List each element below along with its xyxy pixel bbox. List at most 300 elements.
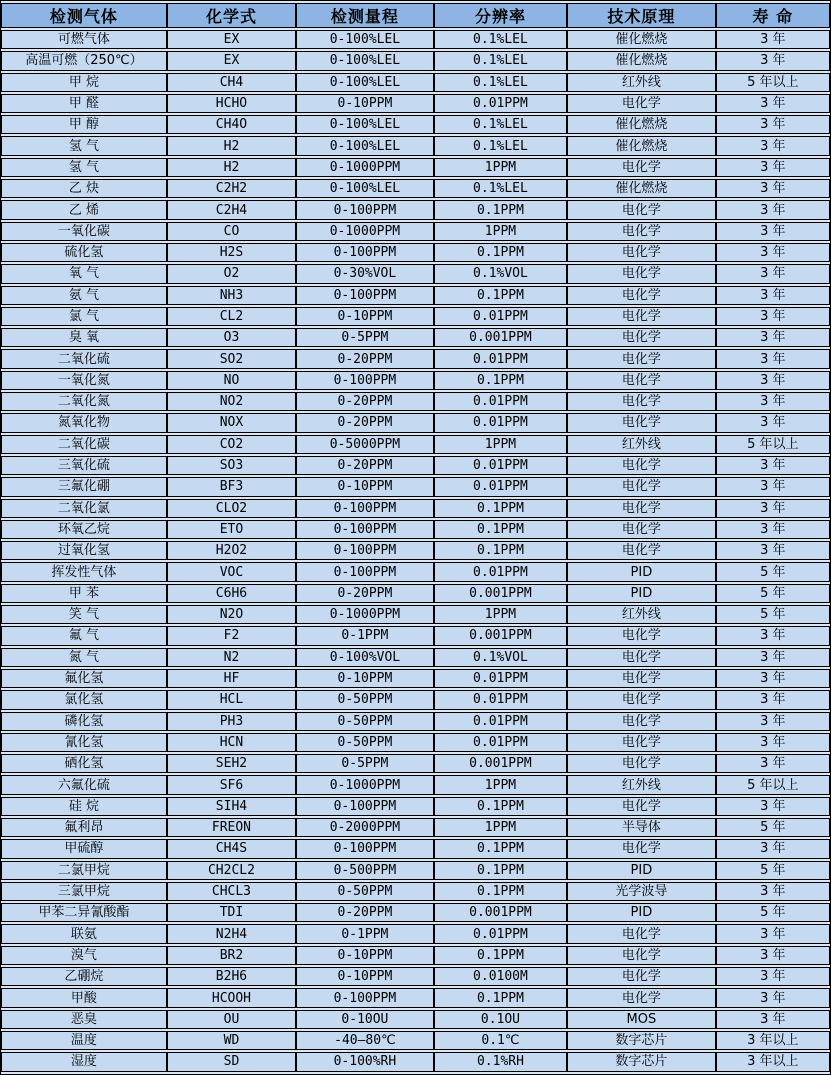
- cell-lifespan: 5 年: [716, 903, 830, 922]
- header-row: [1, 3, 830, 28]
- cell-principle: 电化学: [567, 520, 715, 539]
- cell-lifespan: 3 年: [716, 712, 830, 731]
- cell-lifespan: 5 年: [716, 818, 830, 837]
- table-body: [1, 30, 830, 1072]
- cell-gas: 过氧化氢: [1, 541, 167, 560]
- table-row: [1, 775, 830, 794]
- cell-lifespan: 3 年: [716, 51, 830, 70]
- cell-formula: N2: [167, 648, 296, 667]
- cell-formula: HCN: [167, 733, 296, 752]
- cell-principle: 电化学: [567, 733, 715, 752]
- cell-range: 0-500PPM: [296, 861, 434, 880]
- table-row: [1, 243, 830, 262]
- cell-principle: 电化学: [567, 669, 715, 688]
- cell-principle: 催化燃烧: [567, 115, 715, 134]
- cell-resolution: 0.01PPM: [434, 413, 567, 432]
- cell-gas: 高温可燃（250℃）: [1, 51, 167, 70]
- cell-range: 0-10PPM: [296, 94, 434, 113]
- cell-gas: 硅 烷: [1, 797, 167, 816]
- cell-lifespan: 3 年: [716, 243, 830, 262]
- cell-range: 0-100PPM: [296, 520, 434, 539]
- cell-gas: 湿度: [1, 1052, 167, 1071]
- table-row: [1, 371, 830, 390]
- cell-principle: 电化学: [567, 946, 715, 965]
- table-row: [1, 797, 830, 816]
- cell-formula: NO2: [167, 392, 296, 411]
- cell-principle: 电化学: [567, 477, 715, 496]
- cell-range: 0-1000PPM: [296, 775, 434, 794]
- cell-formula: CO: [167, 222, 296, 241]
- cell-range: 0-100PPM: [296, 243, 434, 262]
- cell-gas: 三氯甲烷: [1, 882, 167, 901]
- cell-gas: 甲酸: [1, 988, 167, 1007]
- table-row: [1, 286, 830, 305]
- table-row: [1, 499, 830, 518]
- cell-lifespan: 5 年以上: [716, 775, 830, 794]
- table-row: [1, 94, 830, 113]
- cell-lifespan: 3 年: [716, 626, 830, 645]
- cell-resolution: 0.001PPM: [434, 754, 567, 773]
- cell-lifespan: 3 年: [716, 264, 830, 283]
- cell-principle: 电化学: [567, 626, 715, 645]
- cell-formula: CO2: [167, 435, 296, 454]
- cell-formula: CLO2: [167, 499, 296, 518]
- cell-range: 0-2000PPM: [296, 818, 434, 837]
- cell-lifespan: 3 年: [716, 988, 830, 1007]
- cell-principle: 电化学: [567, 839, 715, 858]
- table-row: [1, 200, 830, 219]
- cell-formula: N2H4: [167, 924, 296, 943]
- cell-gas: 乙 炔: [1, 179, 167, 198]
- cell-gas: 甲 醇: [1, 115, 167, 134]
- cell-lifespan: 3 年: [716, 669, 830, 688]
- cell-lifespan: 3 年: [716, 136, 830, 155]
- table-row: [1, 520, 830, 539]
- cell-resolution: 0.01PPM: [434, 712, 567, 731]
- cell-resolution: 0.1PPM: [434, 243, 567, 262]
- cell-range: 0-1000PPM: [296, 605, 434, 624]
- cell-range: 0-50PPM: [296, 712, 434, 731]
- cell-lifespan: 3 年: [716, 371, 830, 390]
- cell-range: 0-20PPM: [296, 584, 434, 603]
- cell-principle: 电化学: [567, 456, 715, 475]
- cell-formula: VOC: [167, 562, 296, 581]
- cell-resolution: 1PPM: [434, 775, 567, 794]
- cell-resolution: 0.1OU: [434, 1010, 567, 1029]
- cell-principle: MOS: [567, 1010, 715, 1029]
- cell-lifespan: 5 年: [716, 562, 830, 581]
- cell-lifespan: 3 年: [716, 946, 830, 965]
- cell-range: 0-100PPM: [296, 797, 434, 816]
- cell-resolution: 0.1PPM: [434, 371, 567, 390]
- cell-principle: 电化学: [567, 413, 715, 432]
- cell-principle: 红外线: [567, 775, 715, 794]
- cell-formula: SIH4: [167, 797, 296, 816]
- cell-principle: 电化学: [567, 328, 715, 347]
- cell-resolution: 0.1℃: [434, 1031, 567, 1050]
- cell-lifespan: 5 年以上: [716, 73, 830, 92]
- cell-principle: 电化学: [567, 967, 715, 986]
- cell-formula: SEH2: [167, 754, 296, 773]
- cell-lifespan: 3 年: [716, 286, 830, 305]
- cell-lifespan: 5 年以上: [716, 435, 830, 454]
- cell-principle: 电化学: [567, 371, 715, 390]
- cell-principle: PID: [567, 584, 715, 603]
- cell-lifespan: 3 年: [716, 413, 830, 432]
- cell-principle: 数字芯片: [567, 1031, 715, 1050]
- cell-lifespan: 3 年: [716, 754, 830, 773]
- cell-lifespan: 3 年: [716, 797, 830, 816]
- cell-resolution: 0.1PPM: [434, 499, 567, 518]
- column-header-range: 检测量程: [296, 3, 434, 28]
- cell-resolution: 0.1PPM: [434, 946, 567, 965]
- cell-formula: SF6: [167, 775, 296, 794]
- cell-lifespan: 3 年: [716, 690, 830, 709]
- cell-range: 0-100%LEL: [296, 51, 434, 70]
- table-row: [1, 413, 830, 432]
- cell-resolution: 0.1PPM: [434, 520, 567, 539]
- cell-range: 0-50PPM: [296, 882, 434, 901]
- cell-formula: SO2: [167, 349, 296, 368]
- cell-lifespan: 3 年: [716, 94, 830, 113]
- table-row: [1, 839, 830, 858]
- cell-range: 0-20PPM: [296, 392, 434, 411]
- table-row: [1, 988, 830, 1007]
- cell-range: 0-10PPM: [296, 946, 434, 965]
- cell-lifespan: 3 年: [716, 541, 830, 560]
- cell-lifespan: 3 年: [716, 839, 830, 858]
- cell-lifespan: 3 年: [716, 967, 830, 986]
- table-row: [1, 328, 830, 347]
- cell-range: 0-100%LEL: [296, 179, 434, 198]
- cell-gas: 挥发性气体: [1, 562, 167, 581]
- cell-principle: 电化学: [567, 349, 715, 368]
- cell-resolution: 0.1%LEL: [434, 73, 567, 92]
- cell-range: 0-1000PPM: [296, 158, 434, 177]
- cell-formula: CH4: [167, 73, 296, 92]
- cell-range: 0-10PPM: [296, 669, 434, 688]
- cell-gas: 二氯甲烷: [1, 861, 167, 880]
- table-row: [1, 861, 830, 880]
- table-row: [1, 754, 830, 773]
- cell-principle: 电化学: [567, 648, 715, 667]
- cell-formula: H2S: [167, 243, 296, 262]
- cell-range: 0-100%LEL: [296, 30, 434, 49]
- cell-gas: 氟化氢: [1, 669, 167, 688]
- cell-principle: 电化学: [567, 754, 715, 773]
- cell-resolution: 1PPM: [434, 818, 567, 837]
- cell-lifespan: 3 年: [716, 924, 830, 943]
- cell-range: 0-100PPM: [296, 541, 434, 560]
- cell-range: 0-5PPM: [296, 328, 434, 347]
- cell-formula: SO3: [167, 456, 296, 475]
- cell-range: 0-100%RH: [296, 1052, 434, 1071]
- cell-formula: HF: [167, 669, 296, 688]
- cell-formula: TDI: [167, 903, 296, 922]
- cell-principle: 数字芯片: [567, 1052, 715, 1071]
- cell-range: 0-100%VOL: [296, 648, 434, 667]
- cell-formula: ETO: [167, 520, 296, 539]
- cell-range: 0-20PPM: [296, 349, 434, 368]
- cell-range: 0-10PPM: [296, 477, 434, 496]
- cell-lifespan: 3 年: [716, 520, 830, 539]
- table-row: [1, 541, 830, 560]
- table-row: [1, 626, 830, 645]
- cell-resolution: 0.01PPM: [434, 94, 567, 113]
- table-row: [1, 669, 830, 688]
- cell-gas: 六氟化硫: [1, 775, 167, 794]
- cell-gas: 氧 气: [1, 264, 167, 283]
- cell-gas: 溴气: [1, 946, 167, 965]
- cell-lifespan: 3 年: [716, 1010, 830, 1029]
- cell-gas: 二氧化碳: [1, 435, 167, 454]
- table-row: [1, 30, 830, 49]
- cell-formula: PH3: [167, 712, 296, 731]
- cell-formula: EX: [167, 51, 296, 70]
- cell-formula: HCHO: [167, 94, 296, 113]
- cell-principle: 电化学: [567, 499, 715, 518]
- cell-formula: NO: [167, 371, 296, 390]
- cell-gas: 氯 气: [1, 307, 167, 326]
- cell-formula: C2H4: [167, 200, 296, 219]
- cell-principle: 催化燃烧: [567, 51, 715, 70]
- table-row: [1, 818, 830, 837]
- cell-gas: 甲硫醇: [1, 839, 167, 858]
- cell-gas: 氰化氢: [1, 733, 167, 752]
- cell-gas: 硫化氢: [1, 243, 167, 262]
- cell-formula: HCOOH: [167, 988, 296, 1007]
- cell-resolution: 0.1PPM: [434, 286, 567, 305]
- column-header-lifespan: 寿 命: [716, 3, 830, 28]
- cell-resolution: 1PPM: [434, 435, 567, 454]
- cell-range: 0-5000PPM: [296, 435, 434, 454]
- cell-gas: 甲苯二异氰酸酯: [1, 903, 167, 922]
- cell-gas: 一氧化氮: [1, 371, 167, 390]
- cell-lifespan: 3 年: [716, 456, 830, 475]
- cell-resolution: 1PPM: [434, 158, 567, 177]
- cell-resolution: 0.01PPM: [434, 477, 567, 496]
- cell-formula: B2H6: [167, 967, 296, 986]
- cell-range: 0-100PPM: [296, 988, 434, 1007]
- cell-formula: FREON: [167, 818, 296, 837]
- cell-lifespan: 3 年: [716, 115, 830, 134]
- cell-resolution: 0.1PPM: [434, 200, 567, 219]
- table-row: [1, 733, 830, 752]
- cell-resolution: 0.1%LEL: [434, 30, 567, 49]
- cell-principle: 电化学: [567, 264, 715, 283]
- cell-resolution: 0.001PPM: [434, 626, 567, 645]
- table-row: [1, 349, 830, 368]
- cell-gas: 氢 气: [1, 136, 167, 155]
- cell-resolution: 1PPM: [434, 222, 567, 241]
- cell-formula: BF3: [167, 477, 296, 496]
- table-row: [1, 392, 830, 411]
- cell-range: 0-100PPM: [296, 286, 434, 305]
- cell-principle: 催化燃烧: [567, 179, 715, 198]
- cell-principle: 电化学: [567, 690, 715, 709]
- cell-resolution: 0.01PPM: [434, 456, 567, 475]
- cell-gas: 一氧化碳: [1, 222, 167, 241]
- column-header-resolution: 分辨率: [434, 3, 567, 28]
- cell-gas: 氢 气: [1, 158, 167, 177]
- cell-formula: BR2: [167, 946, 296, 965]
- cell-range: 0-100PPM: [296, 371, 434, 390]
- cell-formula: H2: [167, 136, 296, 155]
- cell-range: 0-1PPM: [296, 924, 434, 943]
- cell-principle: 半导体: [567, 818, 715, 837]
- table-row: [1, 158, 830, 177]
- cell-principle: 电化学: [567, 712, 715, 731]
- cell-gas: 氯化氢: [1, 690, 167, 709]
- cell-resolution: 0.1PPM: [434, 839, 567, 858]
- cell-principle: 电化学: [567, 541, 715, 560]
- cell-gas: 二氧化氮: [1, 392, 167, 411]
- table-row: [1, 456, 830, 475]
- cell-formula: O3: [167, 328, 296, 347]
- cell-principle: 电化学: [567, 286, 715, 305]
- cell-resolution: 0.1PPM: [434, 882, 567, 901]
- cell-principle: 红外线: [567, 73, 715, 92]
- table-row: [1, 648, 830, 667]
- cell-formula: N2O: [167, 605, 296, 624]
- cell-principle: 电化学: [567, 158, 715, 177]
- table-row: [1, 562, 830, 581]
- table-row: [1, 51, 830, 70]
- cell-resolution: 0.001PPM: [434, 903, 567, 922]
- cell-lifespan: 3 年: [716, 179, 830, 198]
- table-row: [1, 179, 830, 198]
- cell-range: 0-10OU: [296, 1010, 434, 1029]
- cell-range: 0-5PPM: [296, 754, 434, 773]
- cell-resolution: 1PPM: [434, 605, 567, 624]
- cell-resolution: 0.01PPM: [434, 690, 567, 709]
- cell-resolution: 0.01PPM: [434, 392, 567, 411]
- cell-gas: 甲 醛: [1, 94, 167, 113]
- table-row: [1, 477, 830, 496]
- cell-principle: PID: [567, 861, 715, 880]
- table-row: [1, 690, 830, 709]
- cell-resolution: 0.1%VOL: [434, 264, 567, 283]
- cell-gas: 恶臭: [1, 1010, 167, 1029]
- cell-resolution: 0.01PPM: [434, 562, 567, 581]
- cell-lifespan: 3 年: [716, 477, 830, 496]
- cell-range: 0-1PPM: [296, 626, 434, 645]
- cell-principle: 电化学: [567, 200, 715, 219]
- cell-range: 0-30%VOL: [296, 264, 434, 283]
- cell-lifespan: 3 年: [716, 30, 830, 49]
- cell-range: 0-20PPM: [296, 456, 434, 475]
- table-row: [1, 712, 830, 731]
- table-row: [1, 307, 830, 326]
- cell-gas: 乙硼烷: [1, 967, 167, 986]
- cell-gas: 温度: [1, 1031, 167, 1050]
- cell-gas: 甲 苯: [1, 584, 167, 603]
- cell-principle: 红外线: [567, 435, 715, 454]
- cell-lifespan: 3 年: [716, 158, 830, 177]
- cell-formula: C2H2: [167, 179, 296, 198]
- cell-resolution: 0.01PPM: [434, 924, 567, 943]
- cell-formula: CH4O: [167, 115, 296, 134]
- cell-range: 0-100%LEL: [296, 115, 434, 134]
- cell-gas: 联氨: [1, 924, 167, 943]
- table-row: [1, 605, 830, 624]
- table-row: [1, 924, 830, 943]
- table-row: [1, 882, 830, 901]
- cell-range: 0-50PPM: [296, 690, 434, 709]
- table-row: [1, 1031, 830, 1050]
- cell-formula: C6H6: [167, 584, 296, 603]
- table-row: [1, 136, 830, 155]
- cell-principle: 电化学: [567, 988, 715, 1007]
- cell-range: 0-20PPM: [296, 413, 434, 432]
- cell-gas: 环氧乙烷: [1, 520, 167, 539]
- cell-gas: 甲 烷: [1, 73, 167, 92]
- cell-resolution: 0.01PPM: [434, 307, 567, 326]
- table-row: [1, 1010, 830, 1029]
- cell-formula: CHCL3: [167, 882, 296, 901]
- cell-resolution: 0.1%LEL: [434, 115, 567, 134]
- cell-gas: 臭 氧: [1, 328, 167, 347]
- cell-gas: 三氟化硼: [1, 477, 167, 496]
- cell-gas: 氮氧化物: [1, 413, 167, 432]
- cell-range: 0-1000PPM: [296, 222, 434, 241]
- cell-gas: 可燃气体: [1, 30, 167, 49]
- cell-formula: H2: [167, 158, 296, 177]
- cell-lifespan: 5 年: [716, 584, 830, 603]
- cell-resolution: 0.1%LEL: [434, 51, 567, 70]
- cell-formula: WD: [167, 1031, 296, 1050]
- cell-lifespan: 3 年: [716, 307, 830, 326]
- cell-gas: 硒化氢: [1, 754, 167, 773]
- table-row: [1, 264, 830, 283]
- column-header-gas: 检测气体: [1, 3, 167, 28]
- cell-resolution: 0.01PPM: [434, 733, 567, 752]
- cell-principle: 电化学: [567, 307, 715, 326]
- cell-range: 0-10PPM: [296, 307, 434, 326]
- cell-range: 0-10PPM: [296, 967, 434, 986]
- cell-formula: CH4S: [167, 839, 296, 858]
- cell-resolution: 0.1PPM: [434, 988, 567, 1007]
- cell-lifespan: 3 年: [716, 392, 830, 411]
- cell-resolution: 0.0100M: [434, 967, 567, 986]
- cell-lifespan: 3 年: [716, 328, 830, 347]
- cell-range: 0-20PPM: [296, 903, 434, 922]
- cell-gas: 三氧化硫: [1, 456, 167, 475]
- cell-gas: 笑 气: [1, 605, 167, 624]
- table-row: [1, 73, 830, 92]
- cell-range: 0-100%LEL: [296, 73, 434, 92]
- cell-formula: OU: [167, 1010, 296, 1029]
- cell-gas: 磷化氢: [1, 712, 167, 731]
- cell-principle: 催化燃烧: [567, 136, 715, 155]
- cell-range: 0-100PPM: [296, 562, 434, 581]
- cell-lifespan: 5 年: [716, 861, 830, 880]
- cell-gas: 二氧化硫: [1, 349, 167, 368]
- cell-lifespan: 3 年: [716, 882, 830, 901]
- cell-principle: 催化燃烧: [567, 30, 715, 49]
- cell-resolution: 0.1PPM: [434, 541, 567, 560]
- cell-resolution: 0.1%LEL: [434, 179, 567, 198]
- cell-resolution: 0.1%LEL: [434, 136, 567, 155]
- cell-range: 0-50PPM: [296, 733, 434, 752]
- cell-principle: PID: [567, 562, 715, 581]
- cell-principle: 电化学: [567, 924, 715, 943]
- table-row: [1, 946, 830, 965]
- cell-gas: 乙 烯: [1, 200, 167, 219]
- cell-range: 0-100PPM: [296, 200, 434, 219]
- cell-formula: SD: [167, 1052, 296, 1071]
- cell-lifespan: 3 年: [716, 349, 830, 368]
